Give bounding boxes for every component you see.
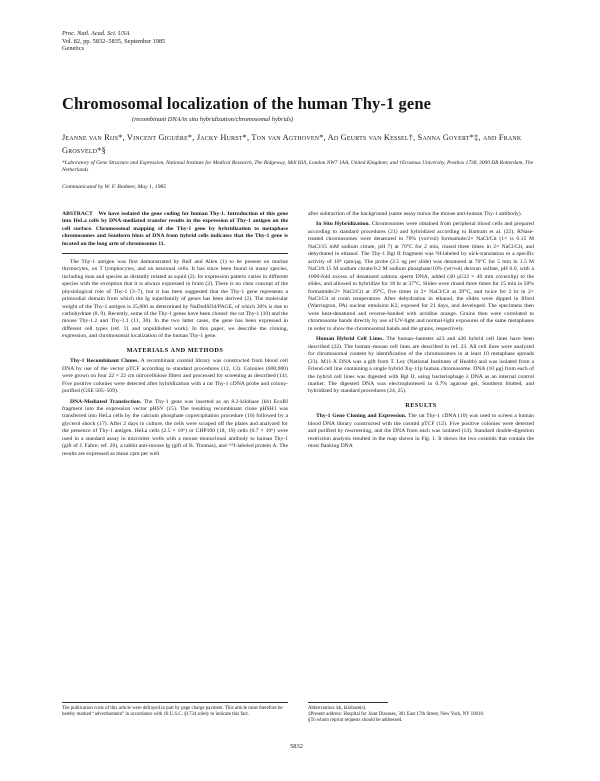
journal-header: [62, 30, 165, 53]
abstract-label: ABSTRACT: [62, 211, 93, 217]
communicated-by: Communicated by W. F. Bodmer, May 1, 1985: [62, 184, 167, 190]
section-label: Genetics: [62, 45, 85, 53]
methods-heading: MATERIALS AND METHODS: [126, 346, 224, 354]
present-address-footnote: ‡Present address: Hospital for Joint Diseases, 301 East 17th Street, New York, NY 10010.: [308, 712, 485, 718]
paper-keywords: (recombinant DNA/in situ hybridization/chromosomal hybrids): [132, 116, 294, 123]
methods-paragraph-3: [308, 221, 534, 333]
page-number: 5832: [290, 743, 303, 750]
paragraph-text: A recombinant cosmid library was constructed from blood cell DNA by use of the vector pTCF according to standard procedures (12, 13). Colonies (600,000) were grown on four 22 × 22 cm nitrocellulose filters and processed for screening as described (14). Five positive colonies were detected after hybridization with a rat Thy-1 cDNA probe and colony-purified (GSE 505–509).: [62, 358, 288, 395]
abstract-divider: [62, 253, 288, 254]
results-heading: RESULTS: [405, 401, 437, 409]
publication-cost-footnote: The publication costs of this article were defrayed in part by page charge payment. This article must therefore be hereby marked “advertisement” in accordance with 18 U.S.C. §1734 solely to indicate this fact.: [62, 706, 283, 718]
introduction-paragraph: The Thy-1 antigen was first demonstrated by Reif and Allen (1) to be present on murine thymocytes, on T lymphocytes, and on neuronal cells. It has since been found in many species, including man and species as distantly related as squid (2). Its expression pattern varies in different species with the exception that it is always expressed in brain (2). There is no clear concept of the physiological role of Thy-1 (3–7), but it has been suggested that the Thy-1 gene represents a primordial domain from which the Ig superfamily of genes has been derived (2). The molecular weight of the Thy-1 antigen is 25,000 as determined by NaDodSO4/PAGE, of which 30% is due to carbohydrate (8, 9). Recently, some of the Thy-1 genes have been cloned: the rat Thy-1 (10) and the mouse Thy-1.2 and Thy-1.1 (11, 30). In the two latter cases, the gene has been expressed in different cell types (ref. 11 and unpublished work). In this paper, we describe the cloning, expression, and chromosomal localization of the human Thy-1 gene.: [62, 258, 288, 340]
footnote-divider-right: [308, 702, 388, 703]
paragraph-text: Chromosomes were obtained from peripheral blood cells and prepared according to standard procedures (21) and hybridized according to Bartram et al. (22). RNase-treated chromosomes were denatured in 70% (vol/vol) formamide/2× NaCl/Cit (1× is 0.15 M NaCl/15 mM sodium citrate, pH 7) at 70°C for 2 min, rinsed three times in 2× NaCl/Cit, and dehydrated in ethanol. The Thy-1 Bgl II fragment was ³H-labeled by nick-translation to a specific activity of 10⁸ cpm/μg. The probe (2.5 ng per slide) was denatured at 70°C for 5 min in 1.5 M NaCl/0.15 M sodium citrate/0.2 M sodium phosphate/10% (wt/vol) dextran sulfate, pH 6.0, with a 1000-fold excess of denatured salmon sperm DNA, added (40 μl/22 × 40 mm coverslip) to the slides, and allowed to hybridize for 18 hr at 37°C. Slides were rinsed three times for 15 min in 50% formamide/2× NaCl/Cit at 39°C, five times in 2× NaCl/Cit at 39°C, and twice for 2 hr in 2× NaCl/Cit at room temperature. After dehydration in ethanol, the slides were dipped in Ilford (Warrington, PA) nuclear emulsion K2, exposed for 21 days, and developed. The specimens then were heat-denatured and reverse-banded with acridine orange. Grains then were correlated to chromosome bands directly by use of UV-light and normal-light exposures of the same metaphases in order to show the chromosomal bands and the grains, respectively.: [308, 221, 534, 332]
runin-heading: In Situ Hybridization.: [316, 221, 370, 228]
affiliations: *Laboratory of Gene Structure and Expression, National Institute for Medical Research, The Ridgeway, Mill Hill, London NW7 1AA, United Kingdom; and †Erasmus University, Postbox 1738, 3000 DR Rotterdam, The Netherlands: [62, 160, 534, 173]
abstract-text: We have isolated the gene coding for human Thy-1. Introduction of this gene into HeLa cells by DNA-mediated transfer results in the expression of Thy-1 antigen on the cell surface. Chromosomal mapping of the Thy-1 gene by hybridization to metaphase chromosomes and Southern blots of DNA from hybrid cells indicates that the Thy-1 gene is located on the long arm of chromosome 11.: [62, 211, 288, 247]
continued-paragraph: after subtraction of the background (same assay minus the mouse anti-human Thy-1 antibody).: [308, 211, 523, 217]
paragraph-text: The rat Thy-1 cDNA (10) was used to screen a human blood DNA library constructed with the cosmid pTCF (12). Five positive colonies were detected and purified by rescreening, and the DNA from each was isolated (14). Standard double-digestion restriction analysis resulted in the map shown in Fig. 1. It shows the two cosmids that contain the most flanking DNA: [308, 413, 534, 450]
paragraph-text: The Thy-1 gene was inserted as an 8.2-kilobase (kb) EcoRI fragment into the expression vector pHSV (15). The resulting recombinant clone pHSH1 was transferred into HeLa cells by the calcium phosphate coprecipitation procedure (16) followed by a glycerol shock (17). After 2 days in culture, the cells were scraped off the plates and analyzed for the presence of Thy-1 antigen. HeLa cells (2.5 × 10⁶) or CHP100 (18, 19) cells (0.7 × 10⁶) were used in a standard assay in microtiter wells with a mouse monoclonal antibody to human Thy-1 (gift of J. Fabre; ref. 20), a rabbit anti-mouse Ig (gift of B. Thomas), and ¹²⁵I-labeled protein A. The results are expressed as mean cpm per well: [62, 398, 288, 457]
paper-title: Chromosomal localization of the human Thy-1 gene: [62, 94, 432, 113]
reprint-footnote: §To whom reprint requests should be addressed.: [308, 718, 403, 724]
right-footnotes: [308, 706, 534, 725]
footnote-divider-left: [62, 702, 288, 703]
journal-name: Proc. Natl. Acad. Sci. USA: [62, 30, 130, 37]
runin-heading: Thy-1 Recombinant Clones.: [70, 358, 139, 365]
methods-paragraph-1: [62, 358, 288, 395]
left-column: [62, 211, 288, 461]
abstract: [62, 211, 288, 248]
methods-paragraph-4: [308, 336, 534, 396]
runin-heading: Thy-1 Gene Cloning and Expression.: [316, 413, 407, 420]
results-paragraph-1: [308, 413, 534, 450]
runin-heading: Human Hybrid Cell Lines.: [316, 336, 384, 343]
volume-info: Vol. 82, pp. 5832–5835, September 1985: [62, 37, 166, 45]
paragraph-text: The human–hamster a23 and a36 hybrid cell lines have been described (22). The human–mouse cell lines are described in ref. 23. All cell lines were analyzed for chromosomal content by identification of the chromosomes in at least 10 metaphase spreads (23). M11-X DNA was a gift from T. Ley (National Institutes of Health) and was isolated from a Friend cell line containing a single hybrid Xq–11p human chromosome. DNA (10 μg) from each of the hybrid cell lines was digested with Bgl II, using bacteriophage λ DNA as an internal control marker. The digested DNA was electrophoresed in 0.7% agarose gel, Southern blotted, and hybridized by standard procedures (24, 25).: [308, 336, 534, 395]
methods-paragraph-2: [62, 399, 288, 459]
abbreviation-footnote: Abbreviation: kb, kilobase(s).: [308, 706, 367, 711]
author-list: Jeanne van Rijs*, Vincent Giguère*, Jacky Hurst*, Ton van Agthoven*, Ad Geurts van Kessel†, Sanna Goyert*‡, and Frank Grosveld*§: [62, 133, 522, 155]
runin-heading: DNA-Mediated Transfection.: [70, 398, 142, 405]
right-column: [308, 211, 534, 454]
